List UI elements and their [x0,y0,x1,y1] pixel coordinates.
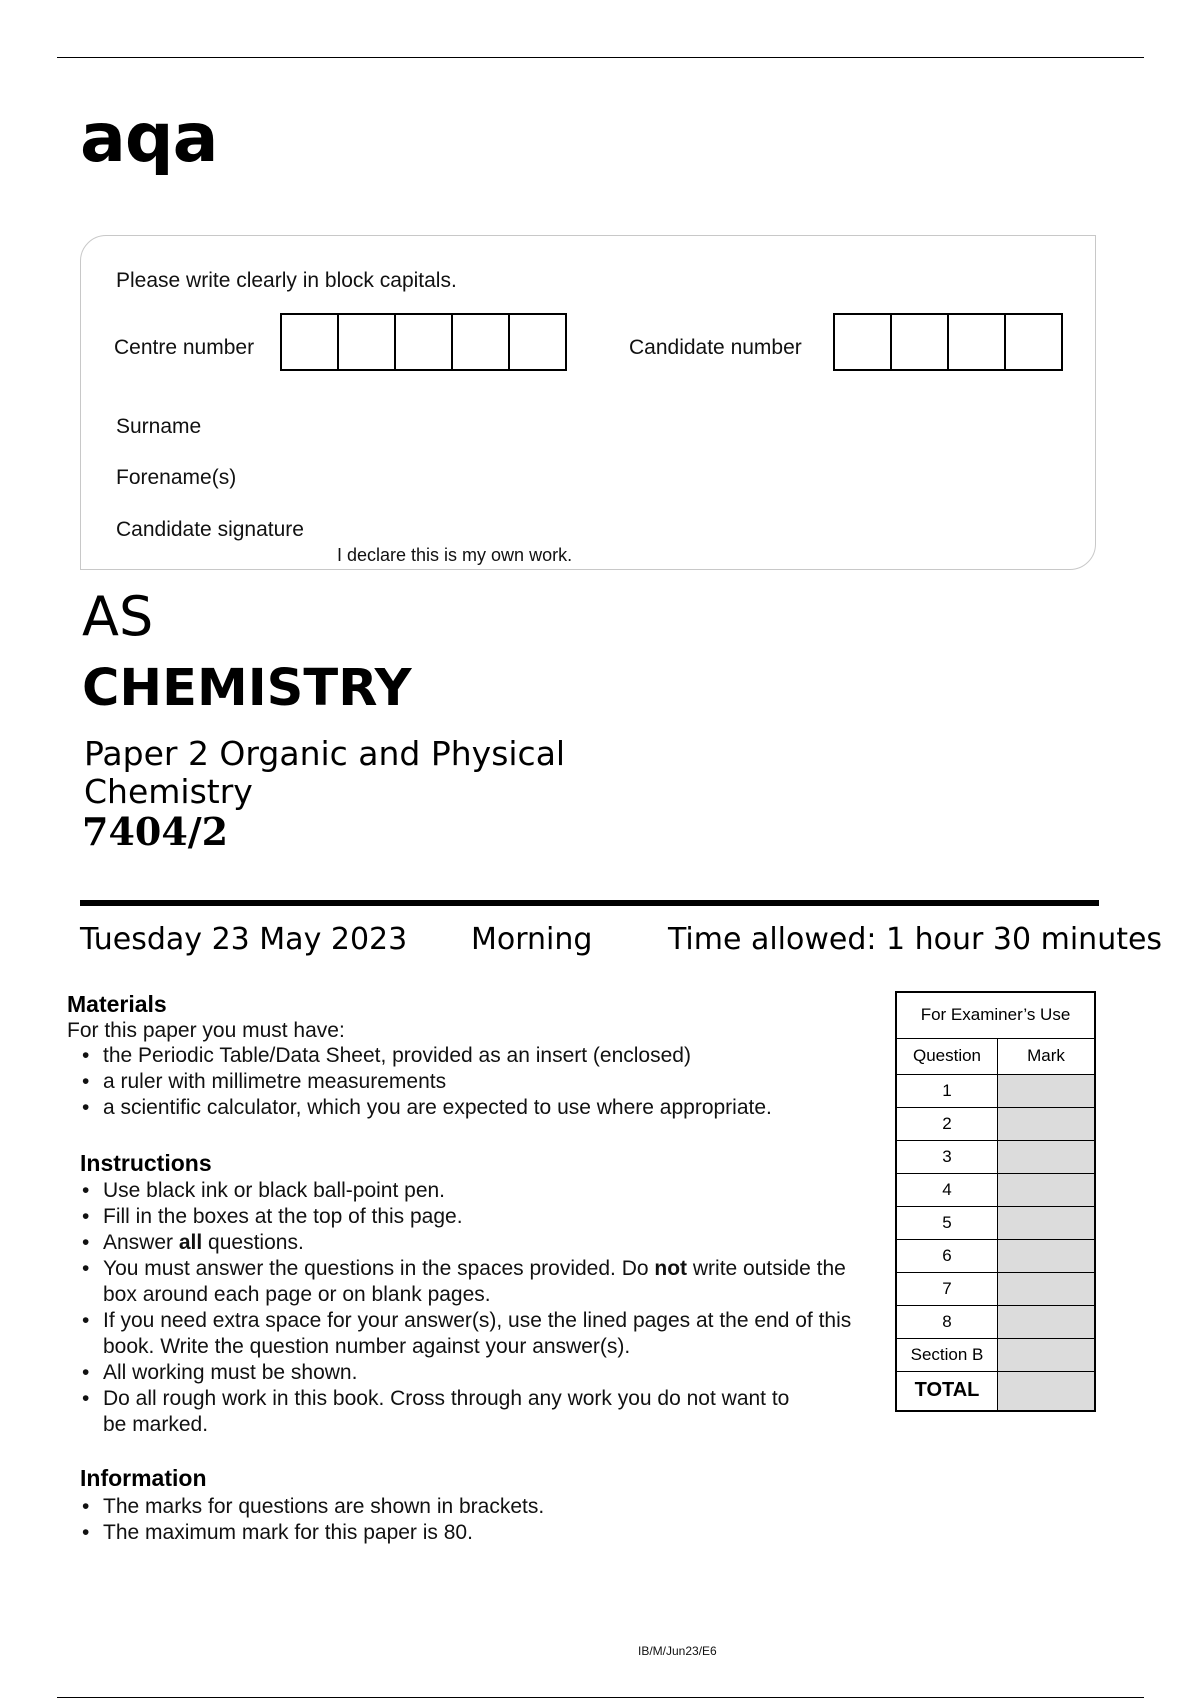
list-item: • a ruler with millimetre measurements [80,1069,880,1095]
table-row [896,1074,1095,1107]
table-row [896,1305,1095,1338]
mark-cell [998,1239,1096,1272]
qualification-level: AS [82,585,154,648]
question-number: 5 [896,1206,998,1239]
centre-number-label: Centre number [114,336,255,359]
information-heading: Information [80,1465,207,1491]
aqa-logo: aqa [80,99,218,178]
list-item: • You must answer the questions in the spaces provided. Do not write outside the box around each page or on blank pages. [80,1256,870,1308]
subject-title: CHEMISTRY [82,659,412,718]
heavy-divider [80,900,1099,906]
examiner-use-table [895,991,1096,1412]
top-rule [57,57,1144,58]
question-number: 8 [896,1305,998,1338]
candidate-number-label: Candidate number [629,336,802,359]
footer-code: IB/M/Jun23/E6 [638,1644,717,1658]
total-label: TOTAL [896,1371,998,1411]
question-number: Section B [896,1338,998,1371]
centre-number-boxes[interactable] [280,313,567,371]
table-row [896,1338,1095,1371]
question-number: 2 [896,1107,998,1140]
list-item: • If you need extra space for your answer(s), use the lined pages at the end of this book. Write the question number against your answer(s). [80,1308,870,1360]
block-capitals-instruction: Please write clearly in block capitals. [116,269,457,292]
instructions-list [80,1178,870,1438]
mark-cell [998,1206,1096,1239]
candidate-digit-box[interactable] [835,315,892,369]
mark-cell [998,1305,1096,1338]
list-item: • Do all rough work in this book. Cross through any work you do not want to be marked. [80,1386,803,1438]
emphasis: not [654,1257,688,1280]
exam-date: Tuesday 23 May 2023 [80,922,408,957]
question-number: 1 [896,1074,998,1107]
table-row [896,1239,1095,1272]
forenames-label: Forename(s) [116,466,237,489]
candidate-digit-box[interactable] [1006,315,1061,369]
mark-cell [998,1272,1096,1305]
time-allowed: Time allowed: 1 hour 30 minutes [668,922,1163,957]
table-row [896,1206,1095,1239]
surname-label: Surname [116,415,202,438]
centre-digit-box[interactable] [453,315,510,369]
total-mark-cell [998,1371,1096,1411]
materials-list [80,1043,880,1121]
centre-digit-box[interactable] [282,315,339,369]
list-item: • the Periodic Table/Data Sheet, provided as an insert (enclosed) [80,1043,880,1069]
question-number: 3 [896,1140,998,1173]
list-item: • The marks for questions are shown in brackets. [80,1494,870,1520]
list-item: • Use black ink or black ball-point pen. [80,1178,870,1204]
paper-title: Paper 2 Organic and Physical Chemistry [84,734,566,811]
total-row [896,1371,1095,1411]
candidate-digit-box[interactable] [949,315,1006,369]
table-row [896,1272,1095,1305]
centre-digit-box[interactable] [510,315,565,369]
bottom-rule [57,1697,1144,1698]
emphasis: all [178,1231,203,1254]
candidate-digit-box[interactable] [892,315,949,369]
instructions-heading: Instructions [80,1150,212,1176]
question-number: 7 [896,1272,998,1305]
mark-cell [998,1074,1096,1107]
paper-code: 7404/2 [82,809,229,854]
candidate-number-boxes[interactable] [833,313,1063,371]
question-number: 6 [896,1239,998,1272]
list-item: • Answer all questions. [80,1230,870,1256]
materials-heading: Materials [67,991,167,1017]
list-item: • Fill in the boxes at the top of this page. [80,1204,870,1230]
mark-cell [998,1140,1096,1173]
centre-digit-box[interactable] [396,315,453,369]
exam-session: Morning [471,922,593,957]
question-number: 4 [896,1173,998,1206]
mark-cell [998,1107,1096,1140]
mark-cell [998,1173,1096,1206]
declaration-text: I declare this is my own work. [337,545,573,565]
information-list [80,1494,870,1546]
list-item: • All working must be shown. [80,1360,870,1386]
list-item: • a scientific calculator, which you are expected to use where appropriate. [80,1095,880,1121]
table-row [896,1140,1095,1173]
materials-intro: For this paper you must have: [67,1019,345,1042]
mark-cell [998,1338,1096,1371]
mark-column-header: Mark [998,1038,1096,1074]
examiner-table-title: For Examiner’s Use [896,992,1095,1038]
table-row [896,1107,1095,1140]
table-row [896,1173,1095,1206]
centre-digit-box[interactable] [339,315,396,369]
question-column-header: Question [896,1038,998,1074]
signature-label: Candidate signature [116,518,304,541]
list-item: • The maximum mark for this paper is 80. [80,1520,870,1546]
